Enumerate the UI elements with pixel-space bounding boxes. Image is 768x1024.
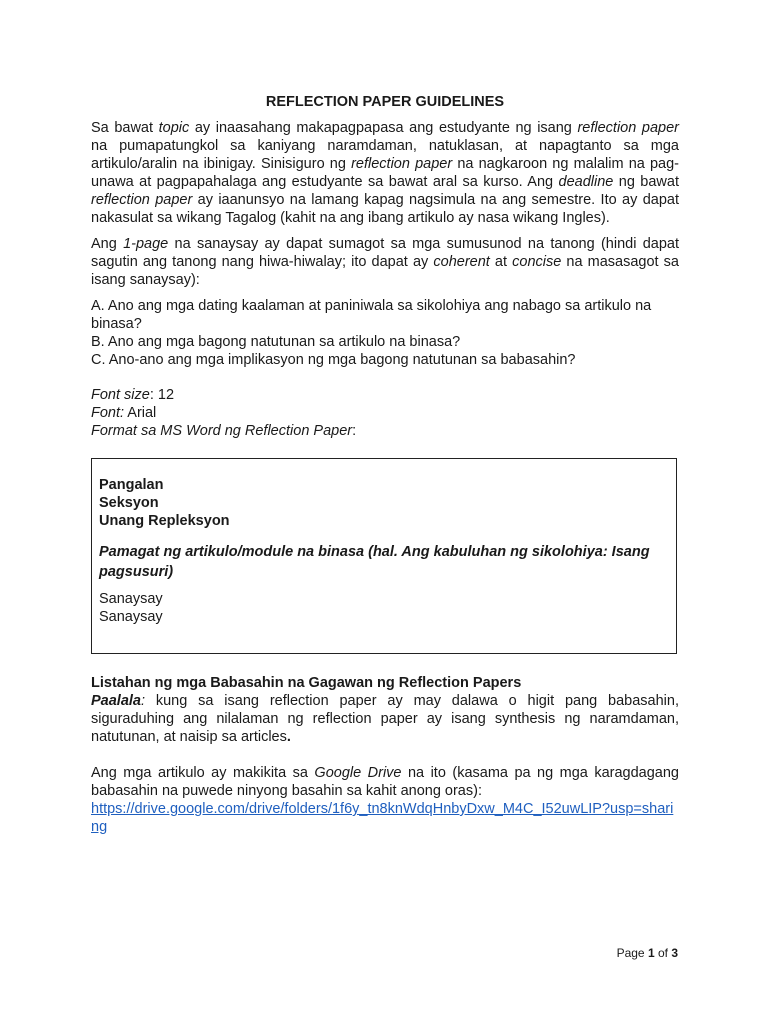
intro-paragraph [91, 119, 679, 227]
font-size-value: : 12 [149, 387, 175, 403]
font-size-line [91, 386, 679, 404]
note-colon: : [141, 693, 146, 709]
intro-text: Sa bawat [91, 120, 159, 136]
note-text: kung sa isang reflection paper ay may dalawa o higit pang babasahin, siguraduhing ang nilalaman ng reflection paper ay isang synthesis ng naramdaman, natutunan, at naisip sa articles [91, 693, 679, 745]
ms-word-format-line [91, 422, 679, 440]
template-essay-line: Sanaysay [99, 609, 163, 625]
readings-heading: Listahan ng mga Babasahin na Gagawan ng Reflection Papers [91, 675, 522, 691]
ms-word-format-label: Format sa MS Word ng Reflection Paper [91, 423, 353, 439]
instructions-text: at [489, 254, 513, 270]
question-a: A. Ano ang mga dating kaalaman at paniniwala sa sikolohiya ang nabago sa artikulo na binasa? [91, 298, 652, 332]
instructions-text: Ang [91, 236, 124, 252]
instructions-coherent-italic: coherent [433, 254, 490, 270]
page-footer [617, 946, 678, 960]
instructions-1page-italic: 1-page [123, 236, 169, 252]
template-reflection-line: Unang Repleksyon [99, 513, 230, 529]
intro-topic-italic: topic [158, 120, 190, 136]
instructions-text: na masasagot sa isang sanaysay): [91, 254, 679, 288]
instructions-concise-italic: concise [512, 254, 562, 270]
footer-page-number: 1 [647, 946, 655, 960]
drive-paragraph [91, 764, 679, 800]
note-period: . [286, 729, 291, 745]
font-value: Arial [124, 405, 157, 421]
intro-reflection-paper-italic: reflection paper [577, 120, 679, 136]
drive-text: Ang mga artikulo ay makikita sa [91, 765, 315, 781]
font-line [91, 404, 679, 422]
font-size-label: Font size [91, 387, 150, 403]
google-drive-italic: Google Drive [314, 765, 402, 781]
question-list [91, 297, 679, 369]
footer-page-word: Page [616, 946, 648, 960]
intro-text: ng bawat [613, 174, 679, 190]
guidelines-body [91, 93, 679, 440]
template-essay-line: Sanaysay [99, 591, 163, 607]
template-article-title-line: Pamagat ng artikulo/module na binasa (hal. Ang kabuluhan ng sikolohiya: Isang pagsusuri) [99, 544, 650, 580]
intro-text: ay iaanunsyo na lamang kapag nagsimula na ang semestre. Ito ay dapat nakasulat sa wikang Tagalog (kahit na ang ibang artikulo ay nasa wikang Ingles). [91, 192, 679, 226]
footer-page-total: 3 [671, 946, 678, 960]
instructions-text: na sanaysay ay dapat sumagot sa mga sumusunod na tanong (hindi dapat sagutin ang tanong nang hiwa-hiwalay; ito dapat ay [91, 236, 679, 270]
footer-of-word: of [654, 946, 672, 960]
format-spec [91, 386, 679, 440]
ms-word-format-colon: : [352, 423, 357, 439]
intro-reflection-paper-italic: reflection paper [351, 156, 453, 172]
intro-text: ay inaasahang makapagpapasa ang estudyante ng isang [189, 120, 578, 136]
instructions-paragraph [91, 235, 679, 289]
spacer [91, 746, 679, 764]
intro-reflection-paper-italic: reflection paper [91, 192, 193, 208]
note-label: Paalala [91, 693, 141, 709]
readings-note [91, 692, 679, 746]
readings-section [91, 674, 679, 836]
template-section-line: Seksyon [99, 495, 159, 511]
question-b: B. Ano ang mga bagong natutunan sa artikulo na binasa? [91, 334, 461, 350]
google-drive-link[interactable]: https://drive.google.com/drive/folders/1f6y_tn8knWdqHnbyDxw_M4C_I52uwLIP?usp=sharing [91, 801, 674, 835]
question-c: C. Ano-ano ang mga implikasyon ng mga bagong natutunan sa babasahin? [91, 352, 576, 368]
intro-deadline-italic: deadline [558, 174, 614, 190]
intro-text: na pumapatungkol sa kaniyang naramdaman, natuklasan, at napagtanto sa mga artikulo/aralin na ibinigay. Sinisiguro ng [91, 138, 679, 172]
font-label: Font: [91, 405, 125, 421]
format-template-box [91, 458, 677, 654]
page-title: REFLECTION PAPER GUIDELINES [265, 94, 505, 110]
template-name-line: Pangalan [99, 477, 164, 493]
drive-text: na ito (kasama pa ng mga karagdagang babasahin na puwede ninyong basahin sa kahit anong oras): [91, 765, 679, 799]
intro-text: na nagkaroon ng malalim na pag-unawa at pagpapahalaga ang estudyante sa bawat aral sa kurso. Ang [91, 156, 680, 190]
